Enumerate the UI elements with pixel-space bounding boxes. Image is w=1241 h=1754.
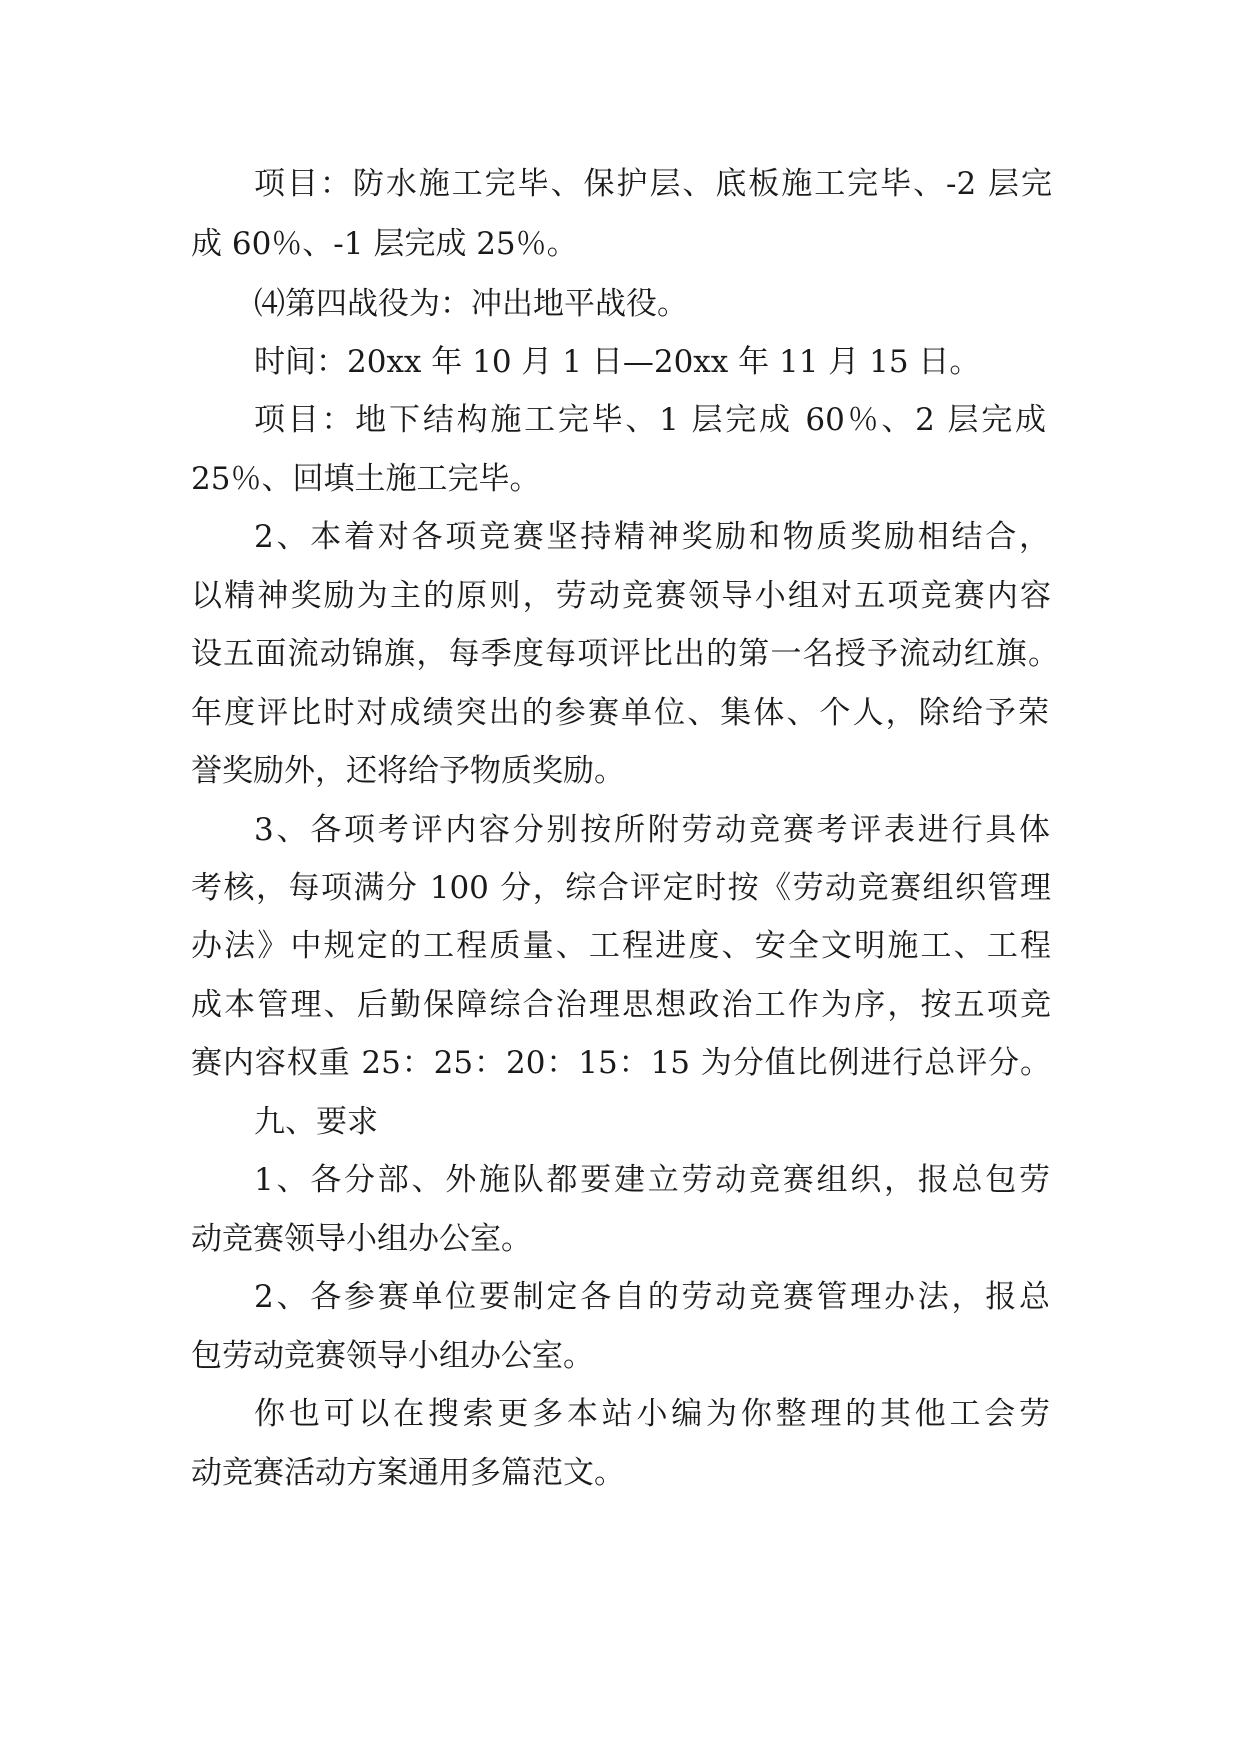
text-line: 时间：20xx 年 10 月 1 日—20xx 年 11 月 15 日。 bbox=[254, 344, 981, 380]
text-line: ⑷第四战役为：冲出地平战役。 bbox=[254, 286, 688, 322]
text-line: 考核，每项满分 100 分，综合评定时按《劳动竞赛组织管理 bbox=[191, 870, 1051, 906]
text-line: 项目：防水施工完毕、保护层、底板施工完毕、-2 层完 bbox=[254, 166, 1052, 202]
text-line: 25％、回填土施工完毕。 bbox=[191, 461, 541, 497]
text-line: 设五面流动锦旗，每季度每项评比出的第一名授予流动红旗。 bbox=[191, 636, 1059, 672]
text-line: 成 60％、-1 层完成 25％。 bbox=[191, 226, 578, 262]
text-line: 你也可以在搜索更多本站小编为你整理的其他工会劳 bbox=[254, 1396, 1050, 1432]
text-line: 3、各项考评内容分别按所附劳动竞赛考评表进行具体 bbox=[254, 812, 1050, 848]
text-line: 誉奖励外，还将给予物质奖励。 bbox=[191, 753, 625, 789]
text-line: 以精神奖励为主的原则，劳动竞赛领导小组对五项竞赛内容 bbox=[191, 578, 1051, 614]
text-line: 包劳动竞赛领导小组办公室。 bbox=[191, 1338, 594, 1374]
text-line: 2、各参赛单位要制定各自的劳动竞赛管理办法，报总 bbox=[254, 1279, 1050, 1315]
text-line: 1、各分部、外施队都要建立劳动竞赛组织，报总包劳 bbox=[254, 1162, 1050, 1198]
text-line: 项目：地下结构施工完毕、1 层完成 60％、2 层完成 bbox=[254, 402, 1046, 438]
text-line: 成本管理、后勤保障综合治理思想政治工作为序，按五项竞 bbox=[191, 987, 1051, 1023]
text-line: 赛内容权重 25：25：20：15：15 为分值比例进行总评分。 bbox=[191, 1045, 1051, 1081]
text-line: 九、要求 bbox=[254, 1104, 378, 1140]
text-line: 动竞赛领导小组办公室。 bbox=[191, 1221, 532, 1257]
text-line: 年度评比时对成绩突出的参赛单位、集体、个人，除给予荣 bbox=[191, 695, 1049, 731]
text-line: 办法》中规定的工程质量、工程进度、安全文明施工、工程 bbox=[191, 928, 1051, 964]
text-line: 动竞赛活动方案通用多篇范文。 bbox=[191, 1455, 625, 1491]
text-line: 2、本着对各项竞赛坚持精神奖励和物质奖励相结合， bbox=[254, 519, 1050, 555]
